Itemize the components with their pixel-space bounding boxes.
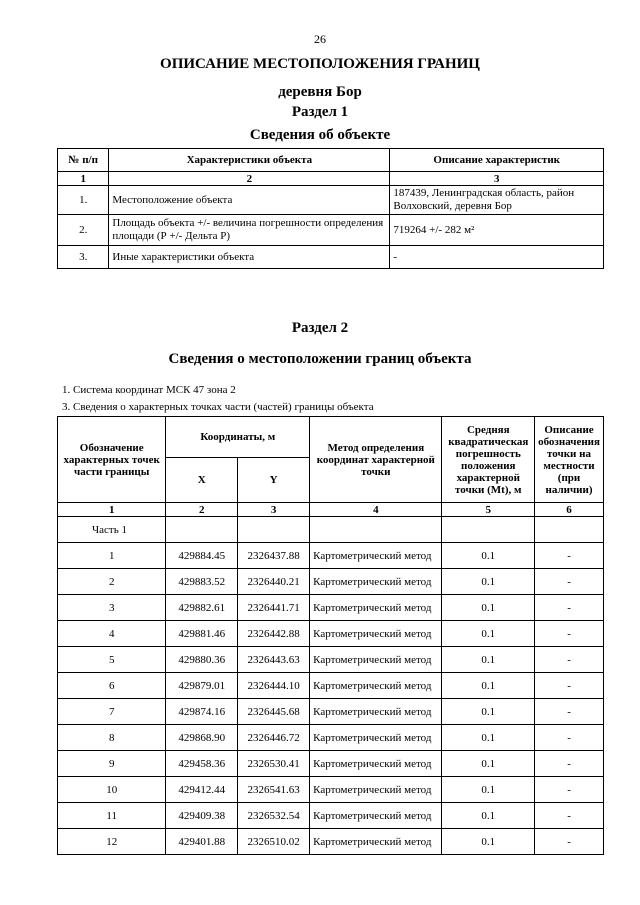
coord-y: 2326443.63 xyxy=(238,647,310,673)
method: Картометрический метод xyxy=(310,569,442,595)
method: Картометрический метод xyxy=(310,751,442,777)
point-label: 11 xyxy=(58,803,166,829)
table-row xyxy=(58,595,604,621)
table-row xyxy=(58,621,604,647)
coord-x: 429884.45 xyxy=(166,543,238,569)
column-number: 1 xyxy=(58,503,166,517)
table-header-row xyxy=(58,149,604,172)
characteristic-name: Местоположение объекта xyxy=(109,186,390,215)
coord-y: 2326532.54 xyxy=(238,803,310,829)
table-row xyxy=(58,647,604,673)
characteristic-name: Площадь объекта +/- величина погрешности определения площади (Р +/- Дельта Р) xyxy=(109,215,390,246)
table-row xyxy=(58,186,604,215)
coord-x: 429880.36 xyxy=(166,647,238,673)
column-number-row xyxy=(58,172,604,186)
error-value: 0.1 xyxy=(442,543,535,569)
table-row xyxy=(58,215,604,246)
error-value: 0.1 xyxy=(442,569,535,595)
coord-y: 2326440.21 xyxy=(238,569,310,595)
coord-x: 429879.01 xyxy=(166,673,238,699)
coord-y: 2326446.72 xyxy=(238,725,310,751)
coord-x: 429881.46 xyxy=(166,621,238,647)
table-row xyxy=(58,751,604,777)
method: Картометрический метод xyxy=(310,673,442,699)
characteristic-name: Иные характеристики объекта xyxy=(109,246,390,269)
table-row xyxy=(58,803,604,829)
table-row xyxy=(58,699,604,725)
column-header-description: Описание обозначения точки на местности (при наличии) xyxy=(535,417,604,503)
column-number: 6 xyxy=(535,503,604,517)
empty-cell xyxy=(535,517,604,543)
coord-x: 429409.38 xyxy=(166,803,238,829)
row-number: 3. xyxy=(58,246,109,269)
column-number: 2 xyxy=(109,172,390,186)
point-label: 3 xyxy=(58,595,166,621)
point-description: - xyxy=(535,673,604,699)
column-number: 4 xyxy=(310,503,442,517)
point-description: - xyxy=(535,777,604,803)
part-label: Часть 1 xyxy=(58,517,166,543)
method: Картометрический метод xyxy=(310,595,442,621)
characteristic-value: 187439, Ленинградская область, район Волховский, деревня Бор xyxy=(390,186,604,215)
page-number: 26 xyxy=(314,32,326,46)
row-number: 1. xyxy=(58,186,109,215)
table-row xyxy=(58,725,604,751)
coord-y: 2326442.88 xyxy=(238,621,310,647)
table-row xyxy=(58,673,604,699)
row-number: 2. xyxy=(58,215,109,246)
section2-subheading: Сведения о местоположении границ объекта xyxy=(168,351,472,367)
column-header: № п/п xyxy=(58,149,109,172)
coord-y: 2326445.68 xyxy=(238,699,310,725)
error-value: 0.1 xyxy=(442,647,535,673)
empty-cell xyxy=(238,517,310,543)
error-value: 0.1 xyxy=(442,595,535,621)
point-label: 9 xyxy=(58,751,166,777)
error-value: 0.1 xyxy=(442,621,535,647)
coord-x: 429401.88 xyxy=(166,829,238,855)
coord-x: 429868.90 xyxy=(166,725,238,751)
point-label: 5 xyxy=(58,647,166,673)
method: Картометрический метод xyxy=(310,699,442,725)
method: Картометрический метод xyxy=(310,777,442,803)
point-description: - xyxy=(535,595,604,621)
coord-x: 429412.44 xyxy=(166,777,238,803)
column-header-error: Средняя квадратическая погрешность положения характерной точки (Mt), м xyxy=(442,417,535,503)
column-header-y: Y xyxy=(238,458,310,503)
column-header-method: Метод определения координат характерной точки xyxy=(310,417,442,503)
method: Картометрический метод xyxy=(310,725,442,751)
coord-y: 2326510.02 xyxy=(238,829,310,855)
error-value: 0.1 xyxy=(442,751,535,777)
point-description: - xyxy=(535,569,604,595)
point-label: 6 xyxy=(58,673,166,699)
object-info-table xyxy=(57,148,604,269)
point-description: - xyxy=(535,803,604,829)
table-row xyxy=(58,829,604,855)
column-number: 3 xyxy=(390,172,604,186)
column-header-point: Обозначение характерных точек части границы xyxy=(58,417,166,503)
point-description: - xyxy=(535,699,604,725)
coord-y: 2326541.63 xyxy=(238,777,310,803)
table-row xyxy=(58,543,604,569)
method: Картометрический метод xyxy=(310,647,442,673)
coord-y: 2326530.41 xyxy=(238,751,310,777)
boundary-points-caption: 3. Сведения о характерных точках части (частей) границы объекта xyxy=(62,401,374,413)
point-label: 10 xyxy=(58,777,166,803)
error-value: 0.1 xyxy=(442,829,535,855)
empty-cell xyxy=(442,517,535,543)
part-label-row xyxy=(58,517,604,543)
coord-x: 429458.36 xyxy=(166,751,238,777)
column-number: 2 xyxy=(166,503,238,517)
boundary-points-table xyxy=(57,416,604,855)
point-description: - xyxy=(535,725,604,751)
method: Картометрический метод xyxy=(310,543,442,569)
error-value: 0.1 xyxy=(442,699,535,725)
point-label: 7 xyxy=(58,699,166,725)
table-row xyxy=(58,777,604,803)
column-number: 3 xyxy=(238,503,310,517)
error-value: 0.1 xyxy=(442,803,535,829)
characteristic-value: - xyxy=(390,246,604,269)
column-number: 5 xyxy=(442,503,535,517)
coord-y: 2326441.71 xyxy=(238,595,310,621)
section1-subheading: Сведения об объекте xyxy=(249,127,391,143)
error-value: 0.1 xyxy=(442,725,535,751)
section1-heading: Раздел 1 xyxy=(291,104,349,120)
table-header-row xyxy=(58,417,604,458)
section2-heading: Раздел 2 xyxy=(291,320,349,336)
point-label: 12 xyxy=(58,829,166,855)
column-header-x: X xyxy=(166,458,238,503)
error-value: 0.1 xyxy=(442,777,535,803)
point-label: 8 xyxy=(58,725,166,751)
column-header: Описание характеристик xyxy=(390,149,604,172)
document-title: ОПИСАНИЕ МЕСТОПОЛОЖЕНИЯ ГРАНИЦ xyxy=(160,56,480,72)
point-description: - xyxy=(535,647,604,673)
boundary-points-body xyxy=(58,543,604,855)
column-number-row xyxy=(58,503,604,517)
point-description: - xyxy=(535,751,604,777)
document-subtitle: деревня Бор xyxy=(278,84,362,100)
column-number: 1 xyxy=(58,172,109,186)
point-label: 2 xyxy=(58,569,166,595)
point-label: 4 xyxy=(58,621,166,647)
coord-x: 429882.61 xyxy=(166,595,238,621)
point-description: - xyxy=(535,621,604,647)
coord-x: 429883.52 xyxy=(166,569,238,595)
point-label: 1 xyxy=(58,543,166,569)
table-row xyxy=(58,246,604,269)
table-row xyxy=(58,569,604,595)
column-header-coords: Координаты, м xyxy=(166,417,310,458)
empty-cell xyxy=(310,517,442,543)
coord-x: 429874.16 xyxy=(166,699,238,725)
characteristic-value: 719264 +/- 282 м² xyxy=(390,215,604,246)
method: Картометрический метод xyxy=(310,829,442,855)
coord-y: 2326444.10 xyxy=(238,673,310,699)
point-description: - xyxy=(535,543,604,569)
error-value: 0.1 xyxy=(442,673,535,699)
column-header: Характеристики объекта xyxy=(109,149,390,172)
point-description: - xyxy=(535,829,604,855)
coordinate-system-line: 1. Система координат МСК 47 зона 2 xyxy=(62,384,236,396)
coord-y: 2326437.88 xyxy=(238,543,310,569)
empty-cell xyxy=(166,517,238,543)
method: Картометрический метод xyxy=(310,621,442,647)
method: Картометрический метод xyxy=(310,803,442,829)
